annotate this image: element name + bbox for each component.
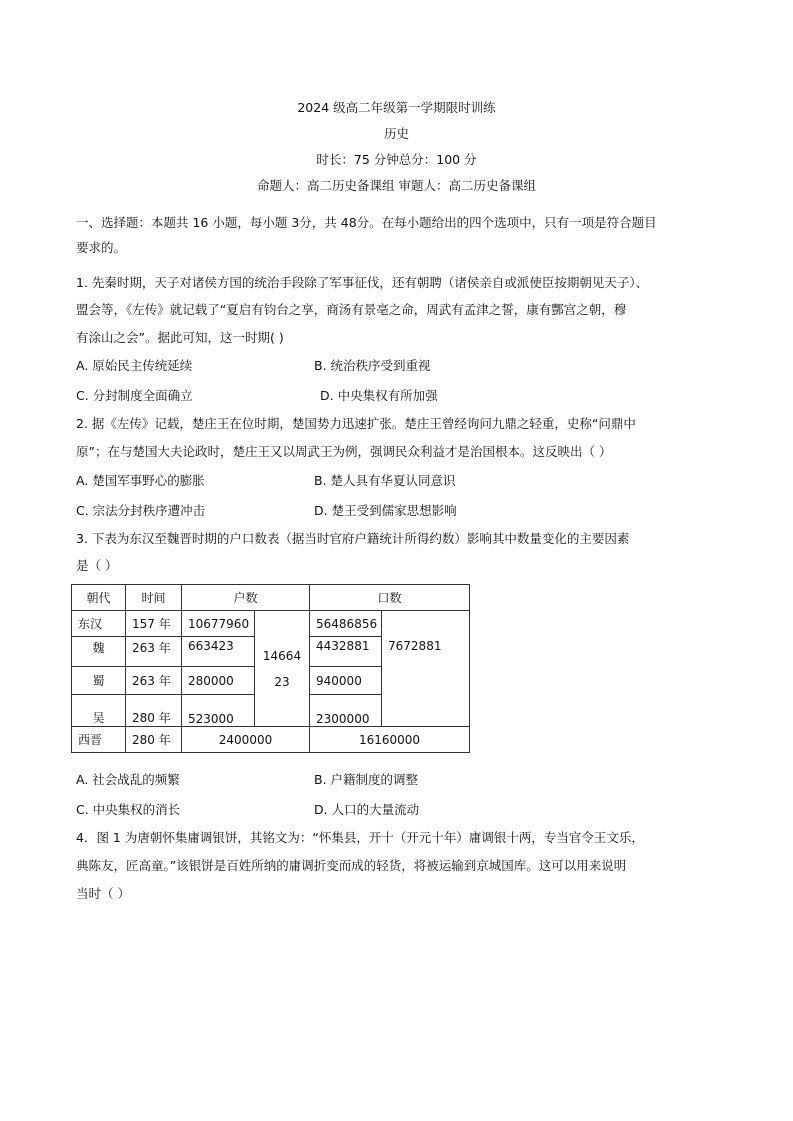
table-header-row bbox=[72, 585, 470, 611]
q2-stem-line1: 2. 据《左传》记载，楚庄王在位时期，楚国势力迅速扩张。楚庄王曾经询问九鼎之轻重，史称“问鼎中 bbox=[76, 416, 636, 431]
dynasty-cell: 吴 bbox=[72, 695, 126, 727]
section-instructions-line2: 要求的。 bbox=[76, 240, 127, 255]
q4-stem-line1: 4．图 1 为唐朝怀集庸调银饼，其铭文为：“怀集县，开十（开元十年）庸调银十两，专当官令王文乐， bbox=[76, 830, 644, 845]
section-instructions-line1: 一、选择题：本题共 16 小题，每小题 3分，共 48分。在每小题给出的四个选项中，只有一项是符合题目 bbox=[76, 215, 657, 230]
header-year: 时间 bbox=[126, 585, 182, 611]
blank-cell bbox=[382, 611, 470, 637]
q2-option-d: D. 楚王受到儒家思想影响 bbox=[314, 503, 457, 518]
table-row bbox=[72, 727, 470, 753]
q2-stem-line2: 原”；在与楚国大夫论政时，楚庄王又以周武王为例，强调民众利益才是治国根本。这反映出（ ） bbox=[76, 444, 612, 459]
q1-option-a: A. 原始民主传统延续 bbox=[76, 358, 193, 373]
q4-stem-line3: 当时（ ） bbox=[76, 886, 130, 901]
exam-time-score: 时长：75 分钟总分：100 分 bbox=[316, 152, 477, 167]
year-cell: 280 年 bbox=[126, 695, 182, 727]
households-cell: 663423 bbox=[182, 637, 255, 667]
households-total-part2: 23 bbox=[274, 674, 290, 689]
dynasty-cell: 魏 bbox=[72, 637, 126, 667]
q1-stem-line3: 有涂山之会”。据此可知，这一时期( ) bbox=[76, 330, 284, 345]
year-cell: 280 年 bbox=[126, 727, 182, 753]
dynasty-cell: 蜀 bbox=[72, 667, 126, 695]
households-cell: 2400000 bbox=[182, 727, 310, 753]
households-cell: 523000 bbox=[182, 695, 255, 727]
population-cell: 16160000 bbox=[310, 727, 470, 753]
population-cell: 2300000 bbox=[310, 695, 382, 727]
households-total-cell bbox=[255, 611, 310, 727]
q3-stem-line1: 3. 下表为东汉至魏晋时期的户口数表（据当时官府户籍统计所得约数）影响其中数量变化的主要因素 bbox=[76, 531, 630, 546]
q2-option-c: C. 宗法分封秩序遭冲击 bbox=[76, 503, 206, 518]
q3-option-b: B. 户籍制度的调整 bbox=[314, 772, 419, 787]
households-cell: 10677960 bbox=[182, 611, 255, 637]
population-cell: 940000 bbox=[310, 667, 382, 695]
q1-option-c: C. 分封制度全面确立 bbox=[76, 388, 193, 403]
dynasty-cell: 东汉 bbox=[72, 611, 126, 637]
population-cell: 4432881 bbox=[310, 637, 382, 667]
households-cell: 280000 bbox=[182, 667, 255, 695]
header-population: 口数 bbox=[310, 585, 470, 611]
table-row bbox=[72, 611, 470, 637]
q3-option-c: C. 中央集权的消长 bbox=[76, 802, 181, 817]
q4-stem-line2: 典陈友，匠高童。”该银饼是百姓所纳的庸调折变而成的轻货，将被运输到京城国库。这可以用来说明 bbox=[76, 858, 627, 873]
header-households: 户数 bbox=[182, 585, 310, 611]
population-total-cell: 7672881 bbox=[382, 637, 470, 727]
year-cell: 263 年 bbox=[126, 637, 182, 667]
households-total-part1: 14664 bbox=[262, 648, 302, 663]
dynasty-cell: 西晋 bbox=[72, 727, 126, 753]
exam-title: 2024 级高二年级第一学期限时训练 bbox=[297, 100, 496, 115]
q3-stem-line2: 是（ ） bbox=[76, 558, 118, 573]
q1-option-d: D. 中央集权有所加强 bbox=[320, 388, 438, 403]
q3-option-d: D. 人口的大量流动 bbox=[314, 802, 420, 817]
q3-option-a: A. 社会战乱的频繁 bbox=[76, 772, 180, 787]
year-cell: 157 年 bbox=[126, 611, 182, 637]
population-cell: 56486856 bbox=[310, 611, 382, 637]
q1-stem-line2: 盟会等，《左传》就记载了“夏启有钧台之享，商汤有景亳之命，周武有孟津之誓，康有酆宫之朝，穆 bbox=[76, 302, 627, 317]
q1-stem-line1: 1. 先秦时期，天子对诸侯方国的统治手段除了军事征伐，还有朝聘（诸侯亲自或派使臣按期朝见天子）、 bbox=[76, 275, 649, 290]
exam-authors: 命题人：高二历史备课组 审题人：高二历史备课组 bbox=[257, 178, 536, 193]
q2-option-a: A. 楚国军事野心的膨胀 bbox=[76, 473, 205, 488]
q2-option-b: B. 楚人具有华夏认同意识 bbox=[314, 473, 456, 488]
population-table bbox=[71, 584, 470, 753]
exam-subject: 历史 bbox=[383, 126, 409, 141]
header-dynasty: 朝代 bbox=[72, 585, 126, 611]
q1-option-b: B. 统治秩序受到重视 bbox=[314, 358, 431, 373]
year-cell: 263 年 bbox=[126, 667, 182, 695]
